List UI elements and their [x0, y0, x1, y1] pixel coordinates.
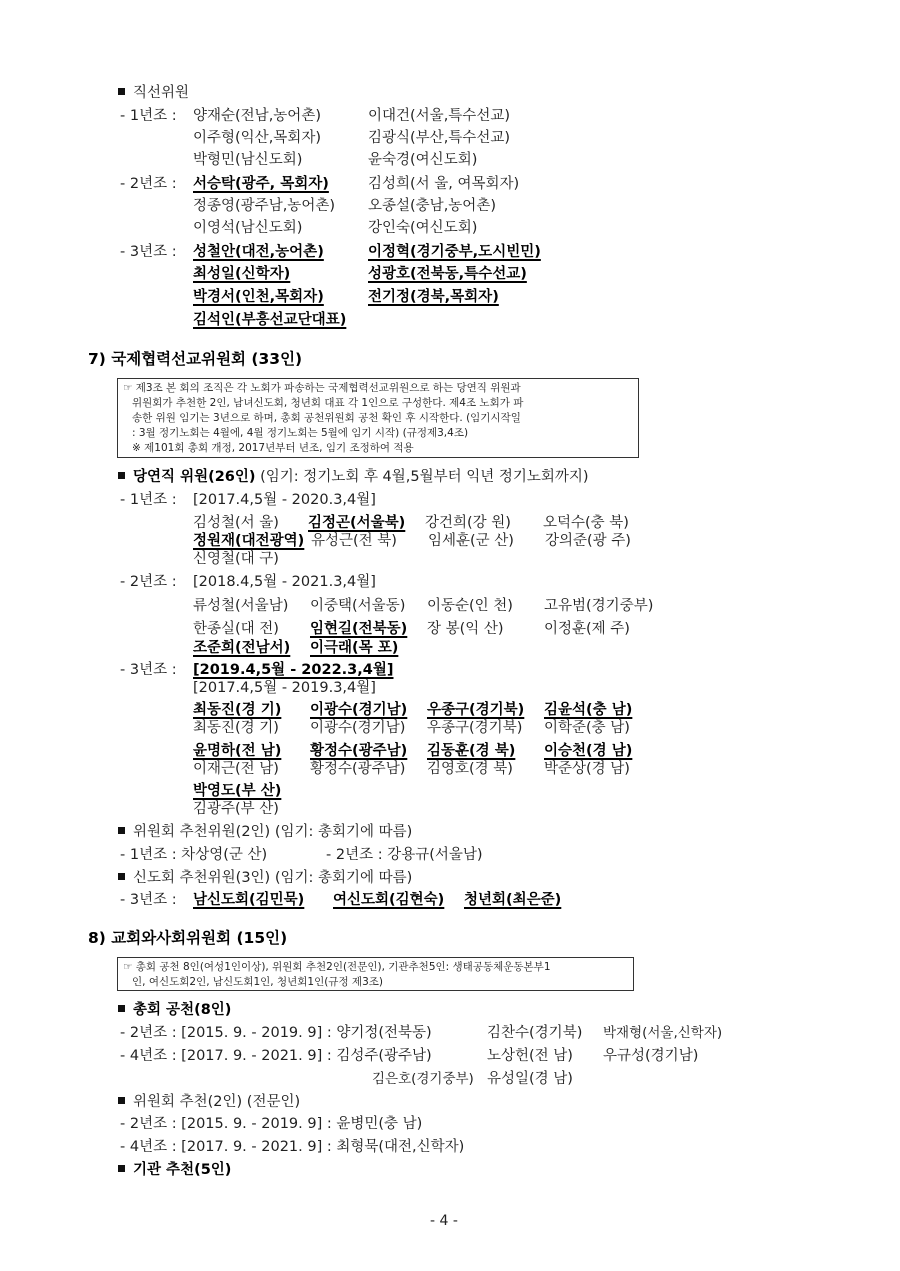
year-group-label: - 3년조 : — [120, 892, 177, 908]
member-name: 노상헌(전 남) — [487, 1048, 573, 1064]
member-name: 윤숙경(여신도회) — [368, 152, 478, 168]
member-name: 박영도(부 산) — [193, 783, 282, 799]
year-group-label: - 2년조 : — [120, 176, 177, 192]
member-name: 이극래(목 포) — [310, 640, 399, 656]
member-name: 이대건(서울,특수선교) — [368, 108, 510, 124]
square-bullet-icon — [118, 827, 125, 834]
member-name: 이정혁(경기중부,도시빈민) — [368, 244, 541, 260]
member-name: 김영호(경 북) — [427, 761, 513, 777]
year-group-label: - 3년조 : — [120, 662, 177, 678]
member-name: 김은호(경기중부) — [372, 1071, 474, 1087]
member-name: 유성일(경 남) — [487, 1071, 573, 1087]
member-line: - 4년조 : [2017. 9. - 2021. 9] : 김성주(광주남) — [120, 1048, 432, 1064]
member-name: 우종구(경기북) — [427, 702, 525, 718]
member-name: 이광수(경기남) — [310, 702, 408, 718]
term-period-old: [2017.4,5월 - 2019.3,4월] — [193, 680, 376, 696]
member-name: 최동진(경 기) — [193, 720, 279, 736]
bullet-assembly-nominated: 총회 공천(8인) — [118, 1000, 231, 1020]
bullet-direct-members: 직선위원 — [118, 83, 189, 103]
member-name: 김광주(부 산) — [193, 801, 279, 817]
member-name: 강의준(광 주) — [545, 533, 631, 549]
member-name: 강인숙(여신도회) — [368, 220, 478, 236]
member-name: 한종실(대 전) — [193, 621, 279, 637]
member-name: 김광식(부산,특수선교) — [368, 130, 510, 146]
member-name: 남신도회(김민묵) — [193, 892, 305, 908]
regulation-note: ☞ 총회 공천 8인(여성1인이상), 위원회 추천2인(전문인), 기관추천5인: 생태공동체운동본부1 인, 여신도회2인, 남신도회1인, 청년회1인(규정 제3조) — [117, 957, 634, 991]
member-name: 최성일(신학자) — [193, 266, 291, 282]
member-name: 고유범(경기중부) — [544, 598, 654, 614]
member-name: 이정훈(제 주) — [544, 621, 630, 637]
member-name: 전기정(경북,목회자) — [368, 289, 499, 305]
member-name: 김정곤(서울북) — [308, 515, 406, 531]
member-name: 김찬수(경기북) — [487, 1025, 583, 1041]
bullet-committee-recommended: 위원회 추천위원(2인) (임기: 총회기에 따름) — [118, 822, 412, 842]
member-name: 오종설(충남,농어촌) — [368, 198, 496, 214]
year-group-label: - 2년조 : — [120, 574, 177, 590]
section-heading: 8) 교회와사회위원회 (15인) — [88, 929, 288, 947]
member-name: 김성희(서 울, 여목회자) — [368, 176, 520, 192]
square-bullet-icon — [118, 1005, 125, 1012]
member-name: 박재형(서울,신학자) — [603, 1025, 723, 1041]
member-name: 황정수(광주남) — [310, 743, 408, 759]
member-name: 청년회(최은준) — [464, 892, 562, 908]
member-name: 조준희(전남서) — [193, 640, 291, 656]
term-period: [2018.4,5월 - 2021.3,4월] — [193, 574, 376, 590]
member-name: 이광수(경기남) — [310, 720, 406, 736]
square-bullet-icon — [118, 1097, 125, 1104]
member-name: 우종구(경기북) — [427, 720, 523, 736]
member-name: 정원재(대전광역) — [193, 533, 305, 549]
square-bullet-icon — [118, 88, 125, 95]
member-name: 김윤석(충 남) — [544, 702, 633, 718]
member-name: 유성근(전 북) — [311, 533, 397, 549]
member-name: 이주형(익산,목회자) — [193, 130, 321, 146]
member-name: 황정수(광주남) — [310, 761, 406, 777]
member-name: 윤명하(전 남) — [193, 743, 282, 759]
bullet-committee-recommended: 위원회 추천(2인) (전문인) — [118, 1092, 300, 1112]
member-name: 성광호(전북동,특수선교) — [368, 266, 527, 282]
member-name: 최동진(경 기) — [193, 702, 282, 718]
square-bullet-icon — [118, 472, 125, 479]
member-name: 임세훈(군 산) — [428, 533, 514, 549]
section-heading: 7) 국제협력선교위원회 (33인) — [88, 350, 303, 368]
member-name: 양재순(전남,농어촌) — [193, 108, 321, 124]
member-line: - 2년조 : [2015. 9. - 2019. 9] : 윤병민(충 남) — [120, 1116, 423, 1132]
bullet-laity-recommended: 신도회 추천위원(3인) (임기: 총회기에 따름) — [118, 868, 412, 888]
member-line: - 2년조 : [2015. 9. - 2019. 9] : 양기정(전북동) — [120, 1025, 432, 1041]
member-name: 서승탁(광주, 목회자) — [193, 176, 329, 192]
member-name: 이영석(남신도회) — [193, 220, 303, 236]
member-name: 김동훈(경 북) — [427, 743, 516, 759]
bullet-ex-officio: 당연직 위원(26인) (임기: 정기노회 후 4월,5월부터 익년 정기노회까지) — [118, 467, 589, 487]
member-name: 이학준(충 남) — [544, 720, 630, 736]
member-line: - 4년조 : [2017. 9. - 2021. 9] : 최형묵(대전,신학자) — [120, 1139, 465, 1155]
member-name: 여신도회(김현숙) — [333, 892, 445, 908]
member-name: 김성철(서 울) — [193, 515, 279, 531]
member-name: 오덕수(충 북) — [543, 515, 629, 531]
bullet-agency-recommended: 기관 추천(5인) — [118, 1160, 231, 1180]
member-name: 이동순(인 천) — [427, 598, 513, 614]
member-name: 김석인(부흥선교단대표) — [193, 312, 347, 328]
member-name: 박경서(인천,목회자) — [193, 289, 324, 305]
member-name: 이재근(전 남) — [193, 761, 279, 777]
term-period: [2017.4,5월 - 2020.3,4월] — [193, 492, 376, 508]
member-name: 강건희(강 원) — [425, 515, 511, 531]
member-name: 류성철(서울남) — [193, 598, 289, 614]
term-period-new: [2019.4,5월 - 2022.3,4월] — [193, 662, 394, 678]
member-name: 임현길(전북동) — [310, 621, 408, 637]
year-group-label: - 3년조 : — [120, 244, 177, 260]
member-line: - 1년조 : 차상영(군 산) — [120, 847, 268, 863]
member-name: 우규성(경기남) — [603, 1048, 699, 1064]
page-number: - 4 - — [430, 1213, 458, 1229]
member-name: 장 봉(익 산) — [427, 621, 504, 637]
member-line: - 2년조 : 강용규(서울남) — [326, 847, 483, 863]
member-name: 성철안(대전,농어촌) — [193, 244, 324, 260]
member-name: 이중택(서울동) — [310, 598, 406, 614]
member-name: 박형민(남신도회) — [193, 152, 303, 168]
regulation-note: ☞ 제3조 본 회의 조직은 각 노회가 파송하는 국제협력선교위원으로 하는 당연직 위원과 위원회가 추천한 2인, 남녀신도회, 청년회 대표 각 1인으로 구성한다. 제4조 노회가 파 송한 위원 임기는 3년으로 하며, 총회 공천위원회 공천 확인 후 시작한다. (임기시작일 : 3월 정기노회는 4월에, 4월 정기노회는 5월에 임기 시작) (규정제3,4조) ※ 제101회 총회 개정, 2017년부터 년조, 임기 조정하여 적용 — [117, 378, 639, 458]
member-name: 신영철(대 구) — [193, 551, 279, 567]
member-name: 이승천(경 남) — [544, 743, 633, 759]
year-group-label: - 1년조 : — [120, 108, 177, 124]
square-bullet-icon — [118, 1165, 125, 1172]
year-group-label: - 1년조 : — [120, 492, 177, 508]
square-bullet-icon — [118, 873, 125, 880]
member-name: 정종영(광주남,농어촌) — [193, 198, 335, 214]
member-name: 박준상(경 남) — [544, 761, 630, 777]
